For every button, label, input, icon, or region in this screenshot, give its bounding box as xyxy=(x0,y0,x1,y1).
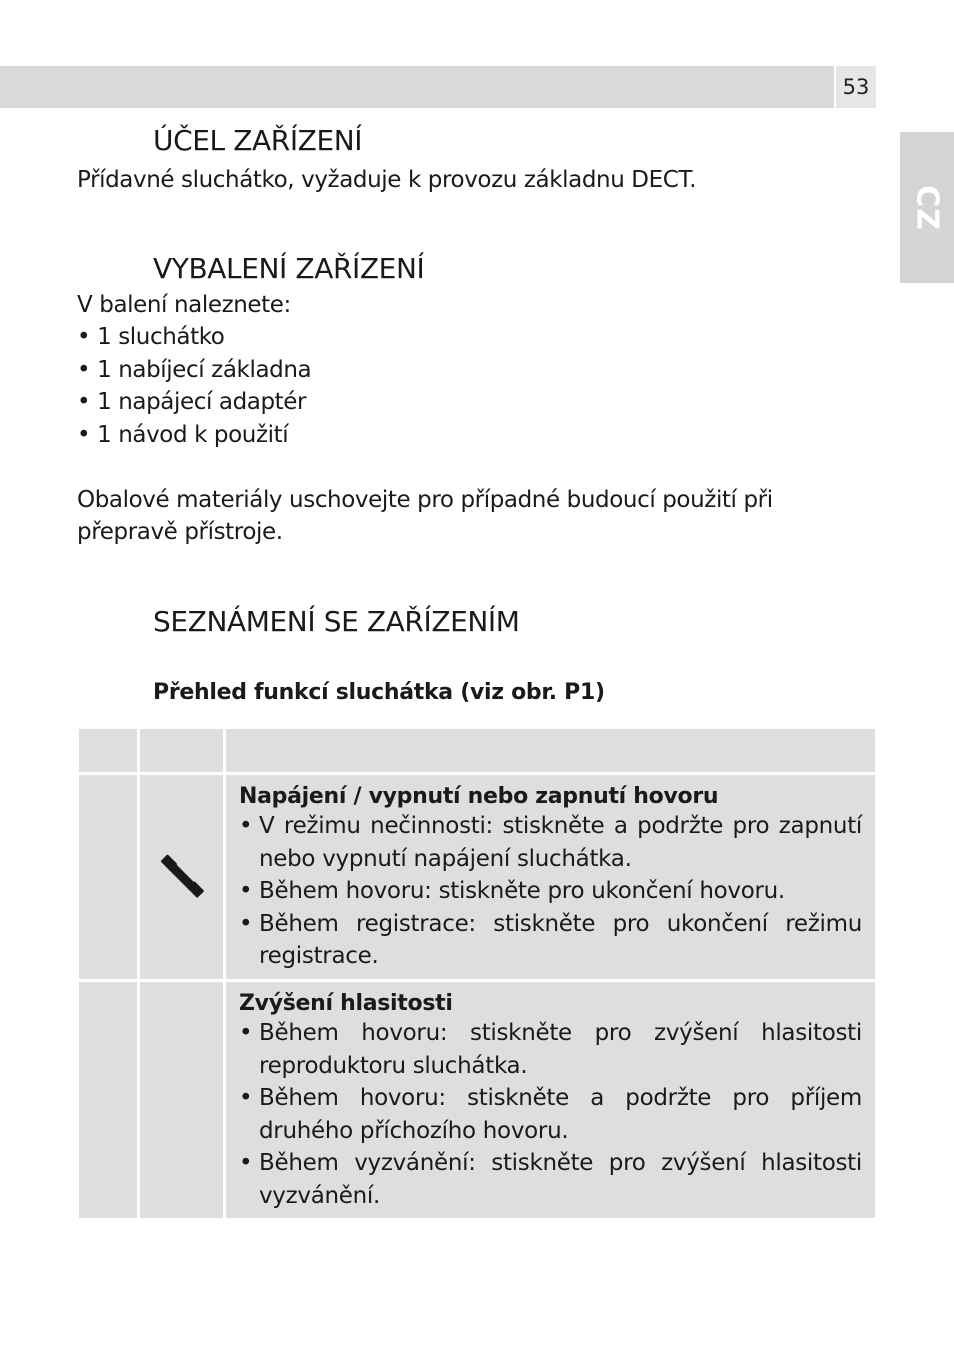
list-item-text: Během hovoru: stiskněte pro zvýšení hlasitosti reproduktoru sluchátka. xyxy=(259,1020,862,1079)
header-cell xyxy=(79,729,137,772)
icon-cell xyxy=(140,982,223,1218)
table-header-row xyxy=(79,729,875,772)
page-number: 53 xyxy=(836,66,876,108)
description-cell xyxy=(226,775,875,979)
package-item: • 1 napájecí adaptér xyxy=(77,389,307,415)
package-item: • 1 sluchátko xyxy=(77,324,225,350)
list-item: • Během hovoru: stiskněte pro ukončení hovoru. xyxy=(239,875,862,908)
list-item: • Během hovoru: stiskněte pro zvýšení hlasitosti reproduktoru sluchátka. xyxy=(239,1017,862,1082)
language-tab xyxy=(900,132,954,283)
header-cell xyxy=(140,729,223,772)
phone-handset-icon xyxy=(154,849,210,905)
table-cell xyxy=(79,982,137,1218)
list-item: • V režimu nečinnosti: stiskněte a podržte pro zapnutí nebo vypnutí napájení sluchátka. xyxy=(239,810,862,875)
list-item-text: Během vyzvánění: stiskněte pro zvýšení hlasitosti vyzvánění. xyxy=(259,1150,862,1209)
list-item-text: V režimu nečinnosti: stiskněte a podržte pro zapnutí nebo vypnutí napájení sluchátka. xyxy=(259,813,862,872)
package-item: • 1 návod k použití xyxy=(77,422,289,448)
list-item-text: Během registrace: stiskněte pro ukončení režimu registrace. xyxy=(259,910,862,969)
packaging-note-line-2: přepravě přístroje. xyxy=(77,519,283,545)
overview-subtitle: Přehled funkcí sluchátka (viz obr. P1) xyxy=(153,680,605,705)
list-item: • Během vyzvánění: stiskněte pro zvýšení hlasitosti vyzvánění. xyxy=(239,1147,862,1212)
list-item-text: Během hovoru: stiskněte a podržte pro příjem druhého příchozího hovoru. xyxy=(259,1085,862,1144)
description-cell xyxy=(226,982,875,1218)
list-item-text: Během hovoru: stiskněte pro ukončení hovoru. xyxy=(259,878,785,904)
section-title-overview: SEZNÁMENÍ SE ZAŘÍZENÍM xyxy=(153,605,520,638)
function-title: Napájení / vypnutí nebo zapnutí hovoru xyxy=(239,784,719,809)
purpose-text: Přídavné sluchátko, vyžaduje k provozu základnu DECT. xyxy=(77,167,697,193)
table-row xyxy=(79,775,875,979)
function-table xyxy=(79,729,875,1221)
table-cell xyxy=(79,775,137,979)
function-title: Zvýšení hlasitosti xyxy=(239,991,453,1016)
table-row xyxy=(79,982,875,1218)
icon-cell xyxy=(140,775,223,979)
header-bar xyxy=(0,66,834,108)
unpacking-intro: V balení naleznete: xyxy=(77,292,291,318)
package-item: • 1 nabíjecí základna xyxy=(77,357,312,383)
section-title-unpacking: VYBALENÍ ZAŘÍZENÍ xyxy=(153,252,425,285)
language-tab-label: CZ xyxy=(909,184,945,231)
packaging-note-line-1: Obalové materiály uschovejte pro případné budoucí použití při xyxy=(77,487,773,513)
header-cell xyxy=(226,729,875,772)
list-item: • Během hovoru: stiskněte a podržte pro příjem druhého příchozího hovoru. xyxy=(239,1082,862,1147)
list-item: • Během registrace: stiskněte pro ukončení režimu registrace. xyxy=(239,908,862,973)
section-title-purpose: ÚČEL ZAŘÍZENÍ xyxy=(153,124,363,157)
